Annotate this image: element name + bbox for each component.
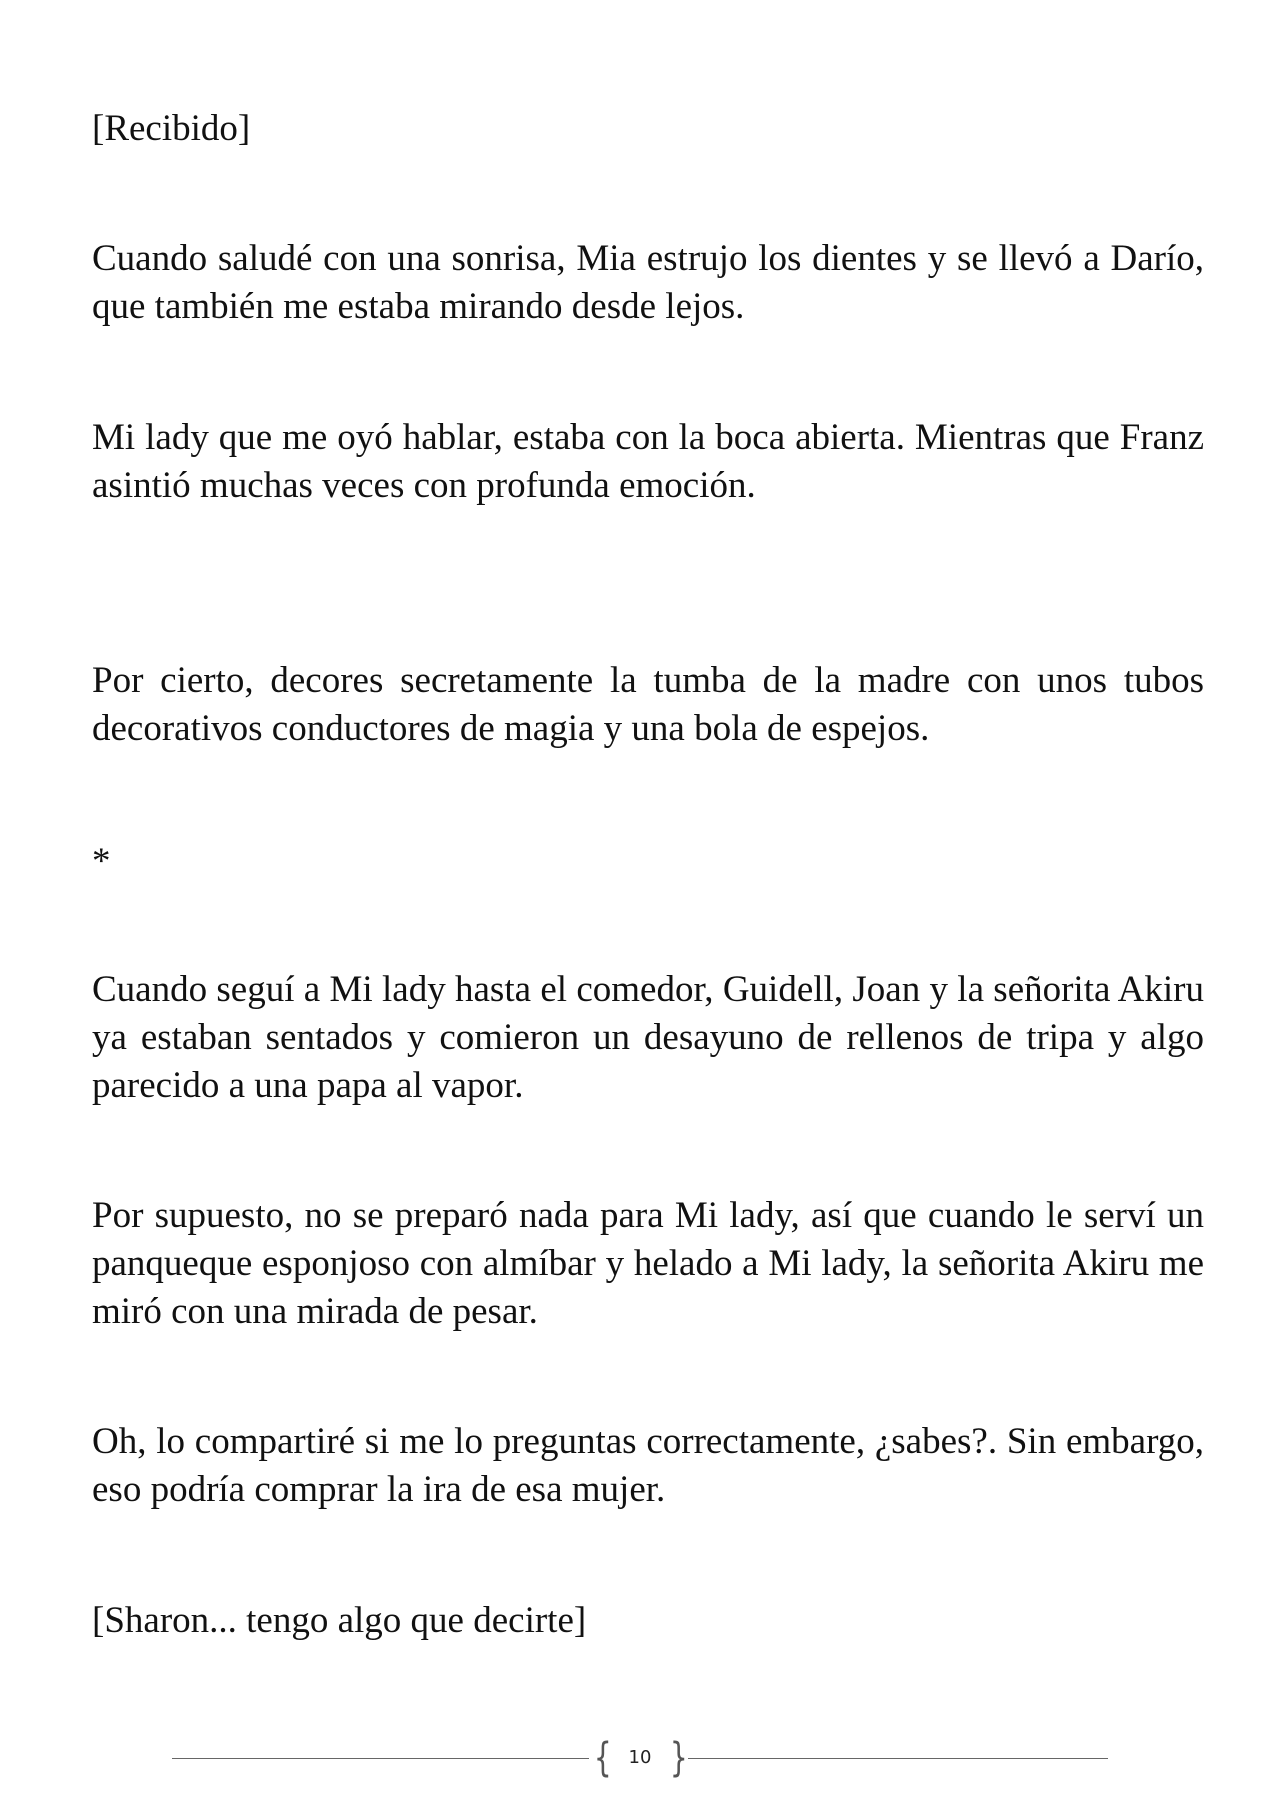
paragraph-sharon: [Sharon... tengo algo que decirte] <box>92 1600 587 1641</box>
paragraph-share: Oh, lo compartiré si me lo preguntas correctamente, ¿sabes?. Sin embargo, eso podría comprar la ira de esa mujer. <box>92 1421 1204 1510</box>
paragraph-mi-lady-heard: Mi lady que me oyó hablar, estaba con la boca abierta. Mientras que Franz asintió muchas veces con profunda emoción. <box>92 417 1204 506</box>
paragraph-tomb-decoration: Por cierto, decores secretamente la tumba de la madre con unos tubos decorativos conductores de magia y una bola de espejos. <box>92 660 1204 749</box>
footer-rule-left <box>172 1758 589 1759</box>
left-brace-icon: { <box>593 1735 612 1781</box>
page-footer <box>0 1733 1280 1783</box>
paragraph-greeting: Cuando saludé con una sonrisa, Mia estrujo los dientes y se llevó a Darío, que también me estaba mirando desde lejos. <box>92 238 1204 327</box>
page-number: 10 <box>628 1747 652 1768</box>
footer-rule-right <box>688 1758 1108 1759</box>
paragraph-received: [Recibido] <box>92 108 251 149</box>
scene-break-asterisk: * <box>92 841 111 882</box>
paragraph-dining-room: Cuando seguí a Mi lady hasta el comedor, Guidell, Joan y la señorita Akiru ya estaban sentados y comieron un desayuno de rellenos de tripa y algo parecido a una papa al vapor. <box>92 969 1204 1106</box>
right-brace-icon: } <box>669 1735 688 1781</box>
paragraph-pancake: Por supuesto, no se preparó nada para Mi lady, así que cuando le serví un panqueque esponjoso con almíbar y helado a Mi lady, la señorita Akiru me miró con una mirada de pesar. <box>92 1195 1204 1332</box>
